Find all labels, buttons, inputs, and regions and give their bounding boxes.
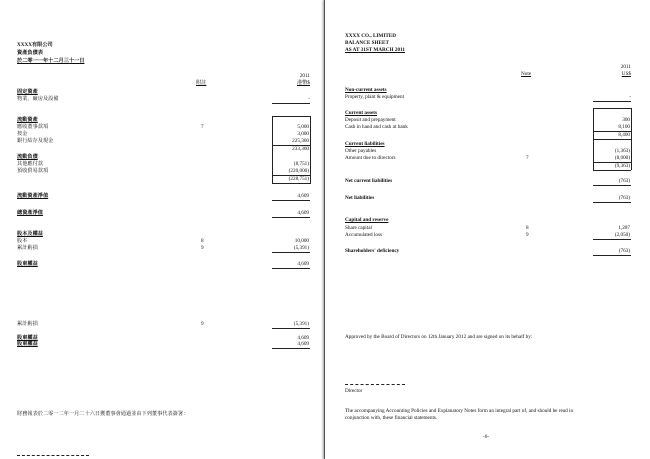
rule <box>272 103 310 104</box>
net-liabilities-label: Net liabilities <box>345 195 375 201</box>
due-from-directors-value: 5,000 <box>297 124 309 130</box>
rule <box>593 239 631 240</box>
share-capital-label: Share capital <box>345 225 372 231</box>
signature-line <box>17 455 89 456</box>
rule <box>272 116 310 117</box>
capital-heading: 股本及權益 <box>17 231 43 237</box>
cash-value: 225,360 <box>292 138 309 144</box>
ppe-value: - <box>629 94 631 100</box>
english-balance-sheet-page <box>324 0 650 459</box>
net-current-liabilities-label: Net current liabilities <box>345 178 393 184</box>
accumulated-loss-value: (5,391) <box>293 245 309 251</box>
due-to-directors-value: (8,000) <box>614 155 630 161</box>
accumulated-loss-value: (2,050) <box>614 232 630 238</box>
other-payables-label: Other payables <box>345 148 377 154</box>
approval-statement: 財務報表於二零一二年一月二十六日獲董事會通過並由下列董事代表簽署： <box>17 411 189 417</box>
deposit-value: 3,000 <box>297 131 309 137</box>
current-liabilities-heading: Current liabilities <box>345 141 385 147</box>
signature-line <box>345 384 405 385</box>
equity-label-2: 股東權益 <box>17 335 38 341</box>
deposit-label: Deposit and prepayment <box>345 117 396 123</box>
accumulated-loss-label: 累計虧損 <box>17 245 38 251</box>
capital-heading: Capital and reserve <box>345 217 389 223</box>
rule <box>593 101 631 102</box>
rule <box>593 170 631 171</box>
share-capital-value: 10,000 <box>294 238 309 244</box>
share-capital-note: 8 <box>201 238 204 244</box>
box-right-edge <box>310 116 311 184</box>
noncurrent-assets-heading: Non-current assets <box>345 87 387 93</box>
director-label: Director <box>345 388 363 394</box>
other-payables-value: (1,363) <box>614 148 630 154</box>
box-left-edge <box>272 116 273 184</box>
equity-value: 4,609 <box>297 261 309 267</box>
receipts-in-advance-label: 預收貿易款項 <box>17 168 49 174</box>
ppe-label: Property, plant & equipment <box>345 94 405 100</box>
due-from-directors-label: 應收董事款項 <box>17 124 49 130</box>
rule <box>593 108 631 109</box>
equity-label-3: 股東權益 <box>17 341 38 347</box>
net-liabilities-value: (763) <box>618 195 630 201</box>
rule <box>593 202 631 203</box>
shareholders-deficiency-value: (763) <box>618 248 630 254</box>
receipts-in-advance-value: (220,000) <box>288 168 309 174</box>
other-payables-value: (8,751) <box>293 161 309 167</box>
current-assets-total: 8,400 <box>618 132 630 138</box>
box-left-edge <box>593 108 594 170</box>
rule <box>593 139 631 140</box>
equity-label: 股東權益 <box>17 261 38 267</box>
company-name: XXXX有限公司 <box>17 42 53 48</box>
page-number: -6- <box>483 434 490 440</box>
company-name: XXXX CO., LIMITED <box>345 33 397 39</box>
rule <box>272 252 310 253</box>
shareholders-deficiency-label: Shareholders' deficiency <box>345 248 400 254</box>
share-capital-label: 股本 <box>17 238 28 244</box>
net-assets-value: 4,609 <box>297 210 309 216</box>
rule <box>272 268 310 269</box>
currency-column-header: 港幣$ <box>297 80 310 86</box>
share-capital-note: 8 <box>526 225 529 231</box>
net-current-assets-value: 4,609 <box>297 193 309 199</box>
net-current-liabilities-value: (763) <box>618 178 630 184</box>
currency-column-header: US$ <box>621 71 631 77</box>
current-assets-total: 233,360 <box>292 146 309 152</box>
statement-title: BALANCE SHEET <box>345 40 389 46</box>
note-column-header: Note <box>521 71 532 77</box>
accumulated-loss-label-2: 累計虧損 <box>17 321 38 327</box>
ppe-label: 物業、廠房及設備 <box>17 96 59 102</box>
cash-label: 銀行結存及現金 <box>17 138 54 144</box>
due-to-directors-label: Amount due to directors <box>345 155 396 161</box>
share-capital-value: 1,287 <box>618 225 630 231</box>
accumulated-loss-value-2: (5,391) <box>293 321 309 327</box>
accumulated-loss-note-2: 9 <box>201 321 204 327</box>
deposit-value: 300 <box>622 117 630 123</box>
rule <box>272 328 310 329</box>
cash-value: 8,100 <box>618 124 630 130</box>
chinese-balance-sheet-page <box>0 0 322 459</box>
statement-date: 於二零一一年十二月三十一日 <box>17 58 85 64</box>
footnote-line-2: conjunction with, these financial statements. <box>345 415 438 421</box>
accumulated-loss-label: Accumulated loss <box>345 232 383 238</box>
noncurrent-assets-heading: 固定資產 <box>17 89 38 95</box>
accumulated-loss-note: 9 <box>201 245 204 251</box>
current-assets-heading: 流動資產 <box>17 117 38 123</box>
box-right-edge <box>631 108 632 170</box>
rule <box>593 185 631 186</box>
current-liabilities-total: (9,363) <box>614 163 630 169</box>
approval-statement: Approved by the Board of Directors on 12th January 2012 and are signed on its behalf by: <box>345 334 533 340</box>
rule <box>272 183 310 184</box>
rule <box>272 348 310 349</box>
net-current-assets-label: 流動資產淨值 <box>17 193 49 199</box>
note-column-header: 附註 <box>196 80 207 86</box>
equity-value-2: 4,609 <box>297 335 309 341</box>
ppe-value: - <box>308 96 310 102</box>
cash-label: Cash in hand and cash at bank <box>345 124 408 130</box>
statement-title: 資產負債表 <box>17 50 43 56</box>
current-liabilities-total: (228,751) <box>288 176 309 182</box>
statement-date: AS AT 31ST MARCH 2011 <box>345 47 405 53</box>
rule <box>593 255 631 256</box>
current-liabilities-heading: 流動負債 <box>17 154 38 160</box>
due-to-directors-note: 7 <box>526 155 529 161</box>
current-assets-heading: Current assets <box>345 110 378 116</box>
net-assets-label: 總資產淨值 <box>17 210 43 216</box>
other-payables-label: 其他應付款 <box>17 161 43 167</box>
footnote-line-1: The accompanying Accounting Policies and Explanatory Notes form an integral part of, and should be read in <box>345 408 574 414</box>
year-column-header: 2011 <box>620 64 631 70</box>
accumulated-loss-note: 9 <box>526 232 529 238</box>
rule <box>272 200 310 201</box>
rule <box>272 217 310 218</box>
year-column-header: 2011 <box>299 73 310 79</box>
equity-value-3: 4,609 <box>297 341 309 347</box>
due-from-directors-note: 7 <box>201 124 204 130</box>
deposit-label: 按金 <box>17 131 28 137</box>
